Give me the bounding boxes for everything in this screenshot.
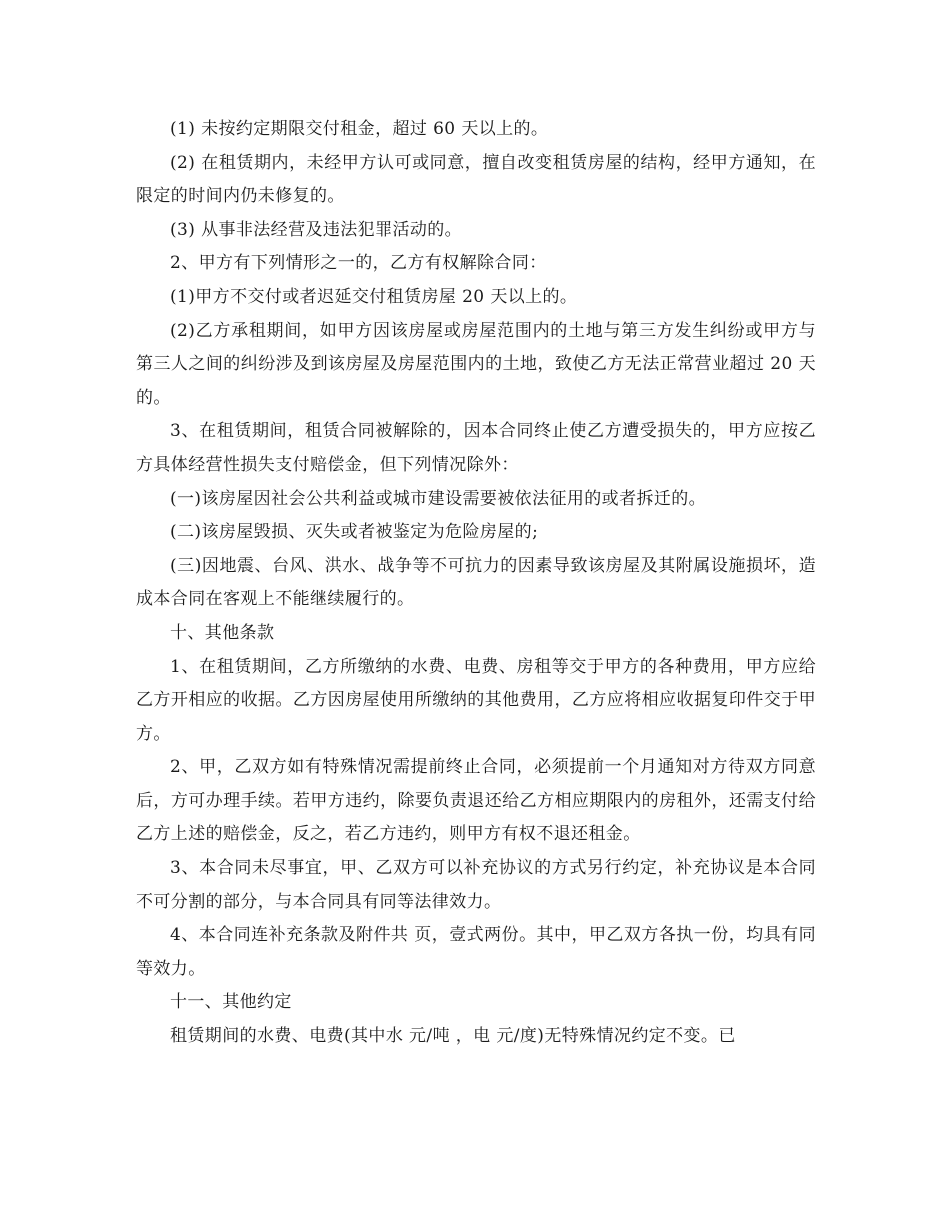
clause-other-terms-3: 3、本合同未尽事宜，甲、乙双方可以补充协议的方式另行约定，补充协议是本合同不可分割的部分，与本合同具有同等法律效力。 <box>136 858 816 912</box>
clause-exception-1: (一)该房屋因社会公共利益或城市建设需要被依法征用的或者拆迁的。 <box>170 488 707 509</box>
clause-party-b-item-2: (2)乙方承租期间，如甲方因该房屋或房屋范围内的土地与第三方发生纠纷或甲方与第三人之间的纠纷涉及到该房屋及房屋范围内的土地，致使乙方无法正常营业超过 20 天的。 <box>136 320 816 408</box>
clause-termination-item-3: (3) 从事非法经营及违法犯罪活动的。 <box>170 219 463 240</box>
section-heading-other-agreements: 十一、其他约定 <box>170 992 292 1013</box>
clause-party-b-termination-rights: 2、甲方有下列情形之一的，乙方有权解除合同： <box>170 253 547 274</box>
section-heading-other-terms: 十、其他条款 <box>170 622 275 643</box>
clause-other-terms-4: 4、本合同连补充条款及附件共 页，壹式两份。其中，甲乙双方各执一份，均具有同等效力。 <box>136 925 816 979</box>
clause-termination-item-2: (2) 在租赁期内，未经甲方认可或同意，擅自改变租赁房屋的结构，经甲方通知，在限定的时间内仍未修复的。 <box>136 152 816 207</box>
clause-exception-2: (二)该房屋毁损、灭失或者被鉴定为危险房屋的; <box>170 522 539 543</box>
clause-other-terms-2: 2、甲，乙双方如有特殊情况需提前终止合同，必须提前一个月通知对方待双方同意后，方可办理手续。若甲方违约，除要负责退还给乙方相应期限内的房租外，还需支付给乙方上述的赔偿金，反之，若乙方违约，则甲方有权不退还租金。 <box>136 757 816 845</box>
clause-party-b-item-1: (1)甲方不交付或者迟延交付租赁房屋 20 天以上的。 <box>170 286 578 307</box>
clause-compensation: 3、在租赁期间，租赁合同被解除的，因本合同终止使乙方遭受损失的，甲方应按乙方具体经营性损失支付赔偿金，但下列情况除外： <box>136 421 816 475</box>
clause-other-terms-1: 1、在租赁期间，乙方所缴纳的水费、电费、房租等交于甲方的各种费用，甲方应给乙方开相应的收据。乙方因房屋使用所缴纳的其他费用，乙方应将相应收据复印件交于甲方。 <box>136 656 816 744</box>
clause-termination-item-1: (1) 未按约定期限交付租金，超过 60 天以上的。 <box>170 119 549 139</box>
clause-other-agreements-1: 租赁期间的水费、电费(其中水 元/吨 ，电 元/度)无特殊情况约定不变。已 <box>170 1026 736 1047</box>
document-body <box>136 113 816 1054</box>
clause-exception-3: (三)因地震、台风、洪水、战争等不可抗力的因素导致该房屋及其附属设施损坏，造成本合同在客观上不能继续履行的。 <box>136 555 816 610</box>
